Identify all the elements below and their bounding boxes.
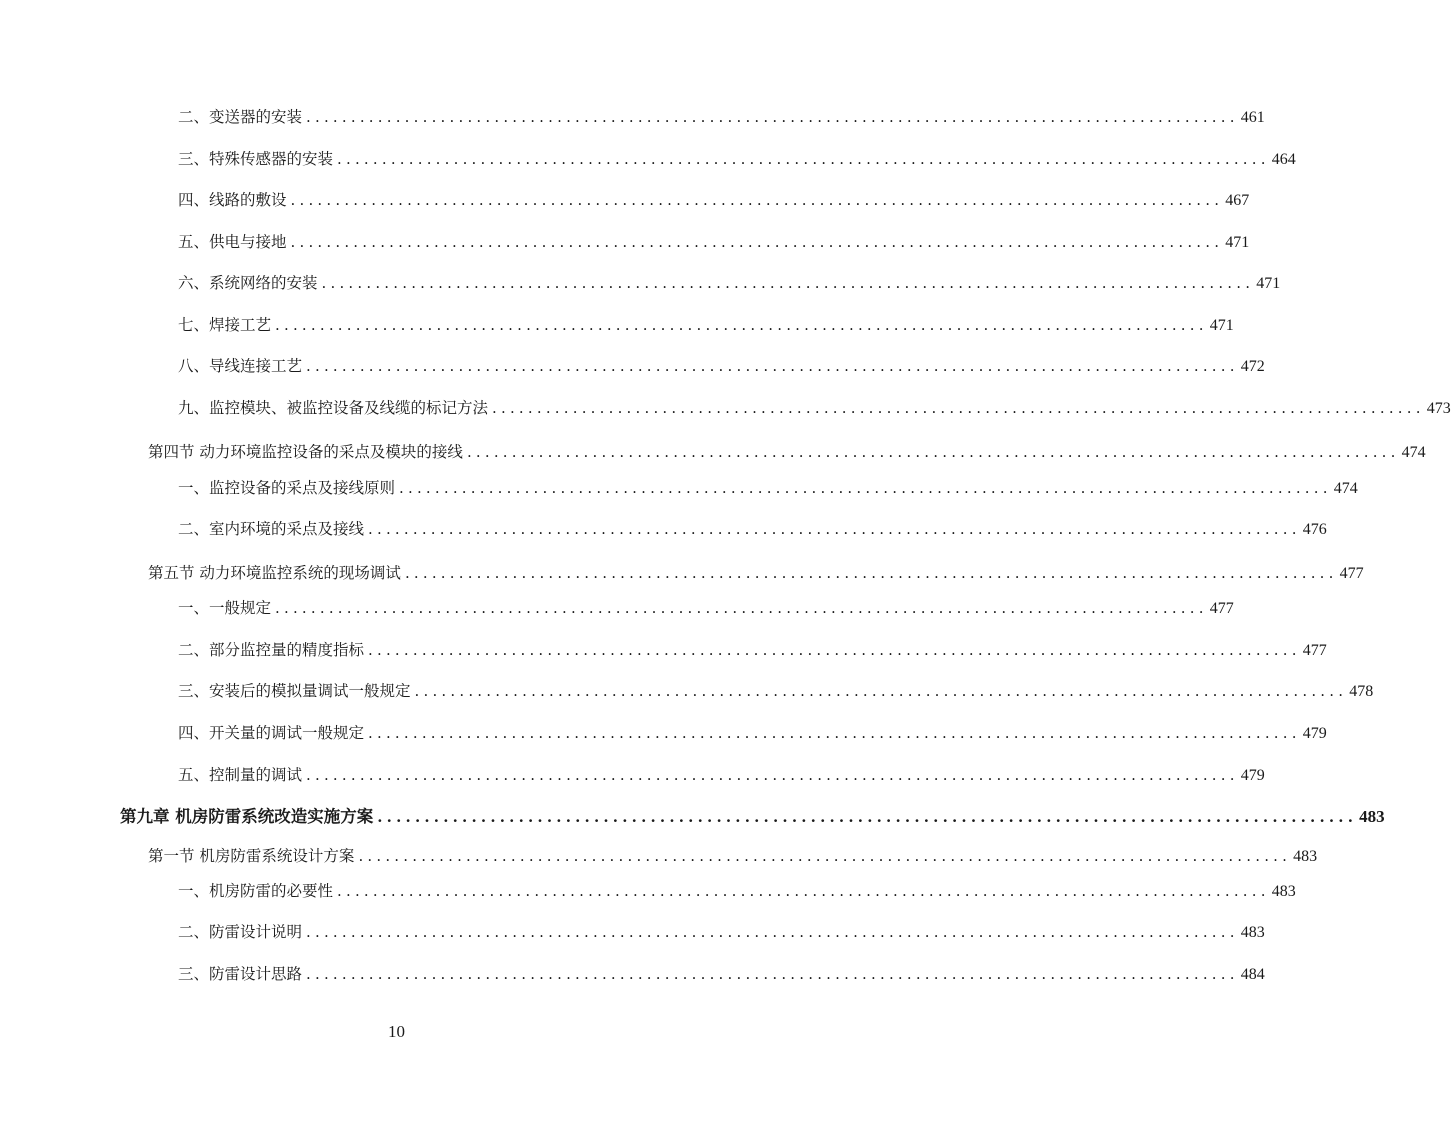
toc-entry[interactable] (178, 477, 1358, 499)
toc-entry-page: 479 (1240, 767, 1265, 784)
toc-entry-page: 476 (1302, 521, 1327, 538)
toc-chapter[interactable] (120, 806, 1385, 828)
dot-leader: ........................................................................................................ (368, 520, 1301, 538)
toc-entry[interactable] (178, 880, 1296, 902)
toc-entry[interactable] (178, 963, 1265, 985)
dot-leader: ........................................................................................................ (306, 766, 1239, 784)
dot-leader: ........................................................................................................ (321, 274, 1255, 292)
toc-entry[interactable] (178, 639, 1327, 661)
toc-entry-page: 471 (1225, 234, 1250, 251)
toc-entry-title: 八、导线连接工艺 (178, 357, 303, 375)
toc-entry-title: 三、特殊传感器的安装 (178, 150, 334, 168)
toc-entry-title: 六、系统网络的安装 (178, 274, 318, 292)
dot-leader: ........................................................................................................ (306, 923, 1239, 941)
toc-section-page: 483 (1293, 848, 1318, 865)
dot-leader: ........................................................................................................ (368, 724, 1301, 742)
dot-leader: ........................................................................................................ (399, 479, 1332, 497)
toc-entry[interactable] (178, 680, 1374, 702)
toc-entry-title: 二、防雷设计说明 (178, 923, 303, 941)
toc-section-title: 第四节 动力环境监控设备的采点及模块的接线 (148, 443, 463, 461)
toc-entry-page: 467 (1225, 192, 1250, 209)
toc-entry[interactable] (178, 355, 1265, 377)
toc-section[interactable] (148, 441, 1426, 463)
toc-entry-title: 一、监控设备的采点及接线原则 (178, 479, 396, 497)
toc-entry-page: 461 (1240, 109, 1265, 126)
toc-section-page: 474 (1401, 444, 1426, 461)
dot-leader: ........................................................................................................ (337, 150, 1270, 168)
dot-leader: ........................................................................................................ (306, 108, 1239, 126)
toc-chapter-title: 第九章 机房防雷系统改造实施方案 (120, 807, 374, 826)
toc-entry-page: 474 (1333, 480, 1358, 497)
page-number: 10 (388, 1022, 405, 1041)
toc-entry[interactable] (178, 397, 1451, 419)
toc-entry[interactable] (178, 518, 1327, 540)
toc-entry-title: 七、焊接工艺 (178, 316, 272, 334)
toc-entry-page: 477 (1302, 642, 1327, 659)
toc-entry[interactable] (178, 921, 1265, 943)
toc-chapter-page: 483 (1359, 807, 1385, 826)
toc-entry-page: 483 (1240, 924, 1265, 941)
dot-leader: ........................................................................................................ (275, 316, 1208, 334)
toc-entry[interactable] (178, 764, 1265, 786)
toc-entry[interactable] (178, 722, 1327, 744)
toc-entry-title: 二、部分监控量的精度指标 (178, 641, 365, 659)
dot-leader: ........................................................................................................ (306, 965, 1239, 983)
toc-entry-page: 484 (1240, 966, 1265, 983)
toc-entry-title: 二、变送器的安装 (178, 108, 303, 126)
toc-entry-title: 一、一般规定 (178, 599, 272, 617)
dot-leader: ........................................................................................................ (466, 443, 1400, 461)
toc-entry-title: 三、防雷设计思路 (178, 965, 303, 983)
toc-entry[interactable] (178, 148, 1296, 170)
toc-entry-page: 478 (1349, 683, 1374, 700)
toc-entry[interactable] (178, 314, 1234, 336)
toc-entry[interactable] (178, 189, 1250, 211)
toc-entry-page: 483 (1271, 883, 1296, 900)
dot-leader: ........................................................................................................ (337, 882, 1270, 900)
dot-leader: ........................................................................................................ (290, 191, 1224, 209)
toc-entry-page: 477 (1209, 600, 1234, 617)
toc-entry-title: 九、监控模块、被监控设备及线缆的标记方法 (178, 399, 489, 417)
toc-entry-page: 473 (1426, 400, 1451, 417)
toc-entry-title: 二、室内环境的采点及接线 (178, 520, 365, 538)
toc-entry-page: 471 (1256, 275, 1281, 292)
toc-entry[interactable] (178, 231, 1250, 253)
dot-leader: ........................................................................................................ (290, 233, 1224, 251)
dot-leader: ........................................................................................................ (275, 599, 1208, 617)
dot-leader: ........................................................................................................ (414, 682, 1348, 700)
toc-entry-page: 479 (1302, 725, 1327, 742)
toc-entry-title: 四、开关量的调试一般规定 (178, 724, 365, 742)
toc-section[interactable] (148, 845, 1318, 867)
toc-entry-title: 五、供电与接地 (178, 233, 287, 251)
dot-leader: ........................................................................................................ (358, 847, 1292, 865)
toc-entry-page: 471 (1209, 317, 1234, 334)
dot-leader: ........................................................................................................ (306, 357, 1239, 375)
dot-leader: ........................................................................................................ (492, 399, 1425, 417)
dot-leader: ........................................................................................................ (368, 641, 1301, 659)
toc-section-title: 第五节 动力环境监控系统的现场调试 (148, 564, 401, 582)
toc-entry[interactable] (178, 272, 1281, 294)
toc-entry-page: 472 (1240, 358, 1265, 375)
toc-entry[interactable] (178, 106, 1265, 128)
toc-entry-title: 四、线路的敷设 (178, 191, 287, 209)
dot-leader: ........................................................................................................ (404, 564, 1338, 582)
dot-leader: ........................................................................................................ (377, 808, 1358, 826)
toc-entry-title: 五、控制量的调试 (178, 766, 303, 784)
toc-section[interactable] (148, 562, 1364, 584)
toc-section-page: 477 (1339, 565, 1364, 582)
toc-entry-title: 一、机房防雷的必要性 (178, 882, 334, 900)
toc-entry-page: 464 (1271, 151, 1296, 168)
toc-entry-title: 三、安装后的模拟量调试一般规定 (178, 682, 411, 700)
toc-entry[interactable] (178, 597, 1234, 619)
toc-section-title: 第一节 机房防雷系统设计方案 (148, 847, 355, 865)
